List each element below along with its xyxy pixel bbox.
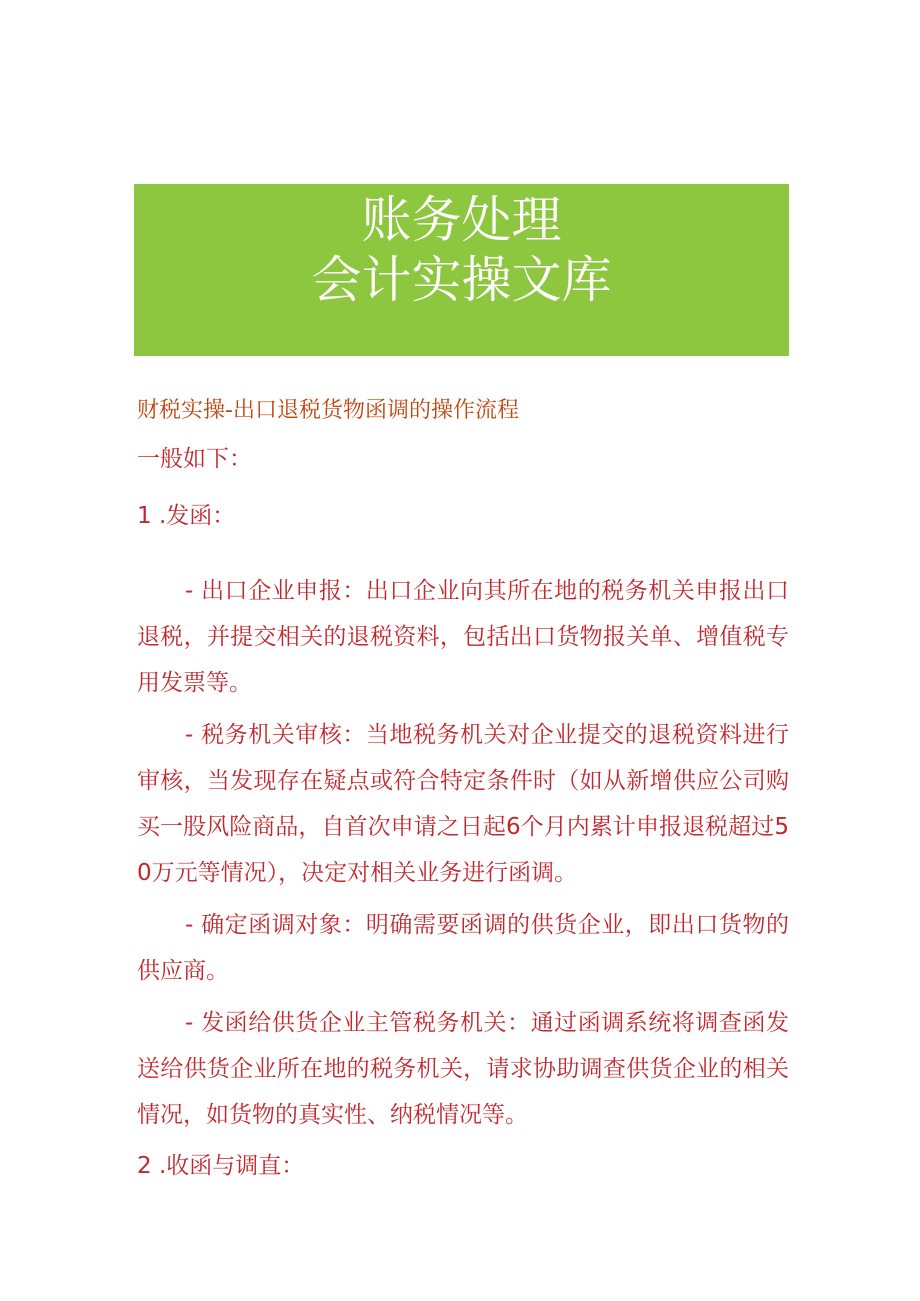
banner-title-line1: 账务处理: [361, 191, 562, 249]
document-title: 财税实操-出口退税货物函调的操作流程: [137, 398, 519, 423]
banner-title-line2: 会计实操文库: [311, 251, 612, 309]
header-banner: [134, 184, 789, 356]
bullet-item: - 出口企业申报：出口企业向其所在地的税务机关申报出口退税，并提交相关的退税资料，包括出口货物报关单、增值税专用发票等。: [137, 578, 789, 696]
bullet-item: - 发函给供货企业主管税务机关：通过函调系统将调查函发送给供货企业所在地的税务机关，请求协助调查供货企业的相关情况，如货物的真实性、纳税情况等。: [137, 1010, 789, 1128]
section-heading-1: 1 .发函：: [137, 503, 236, 529]
bullet-list: [137, 568, 789, 1144]
section-heading-2: 2 .收函与调直：: [137, 1153, 305, 1179]
intro-text: 一般如下：: [137, 446, 252, 472]
bullet-item: - 税务机关审核：当地税务机关对企业提交的退税资料进行审核，当发现存在疑点或符合特定条件时（如从新增供应公司购买一股风险商品，自首次申请之日起6个月内累计申报退税超过50万元等情况），决定对相关业务进行函调。: [137, 722, 789, 886]
bullet-item: - 确定函调对象：明确需要函调的供货企业，即出口货物的供应商。: [137, 912, 789, 984]
